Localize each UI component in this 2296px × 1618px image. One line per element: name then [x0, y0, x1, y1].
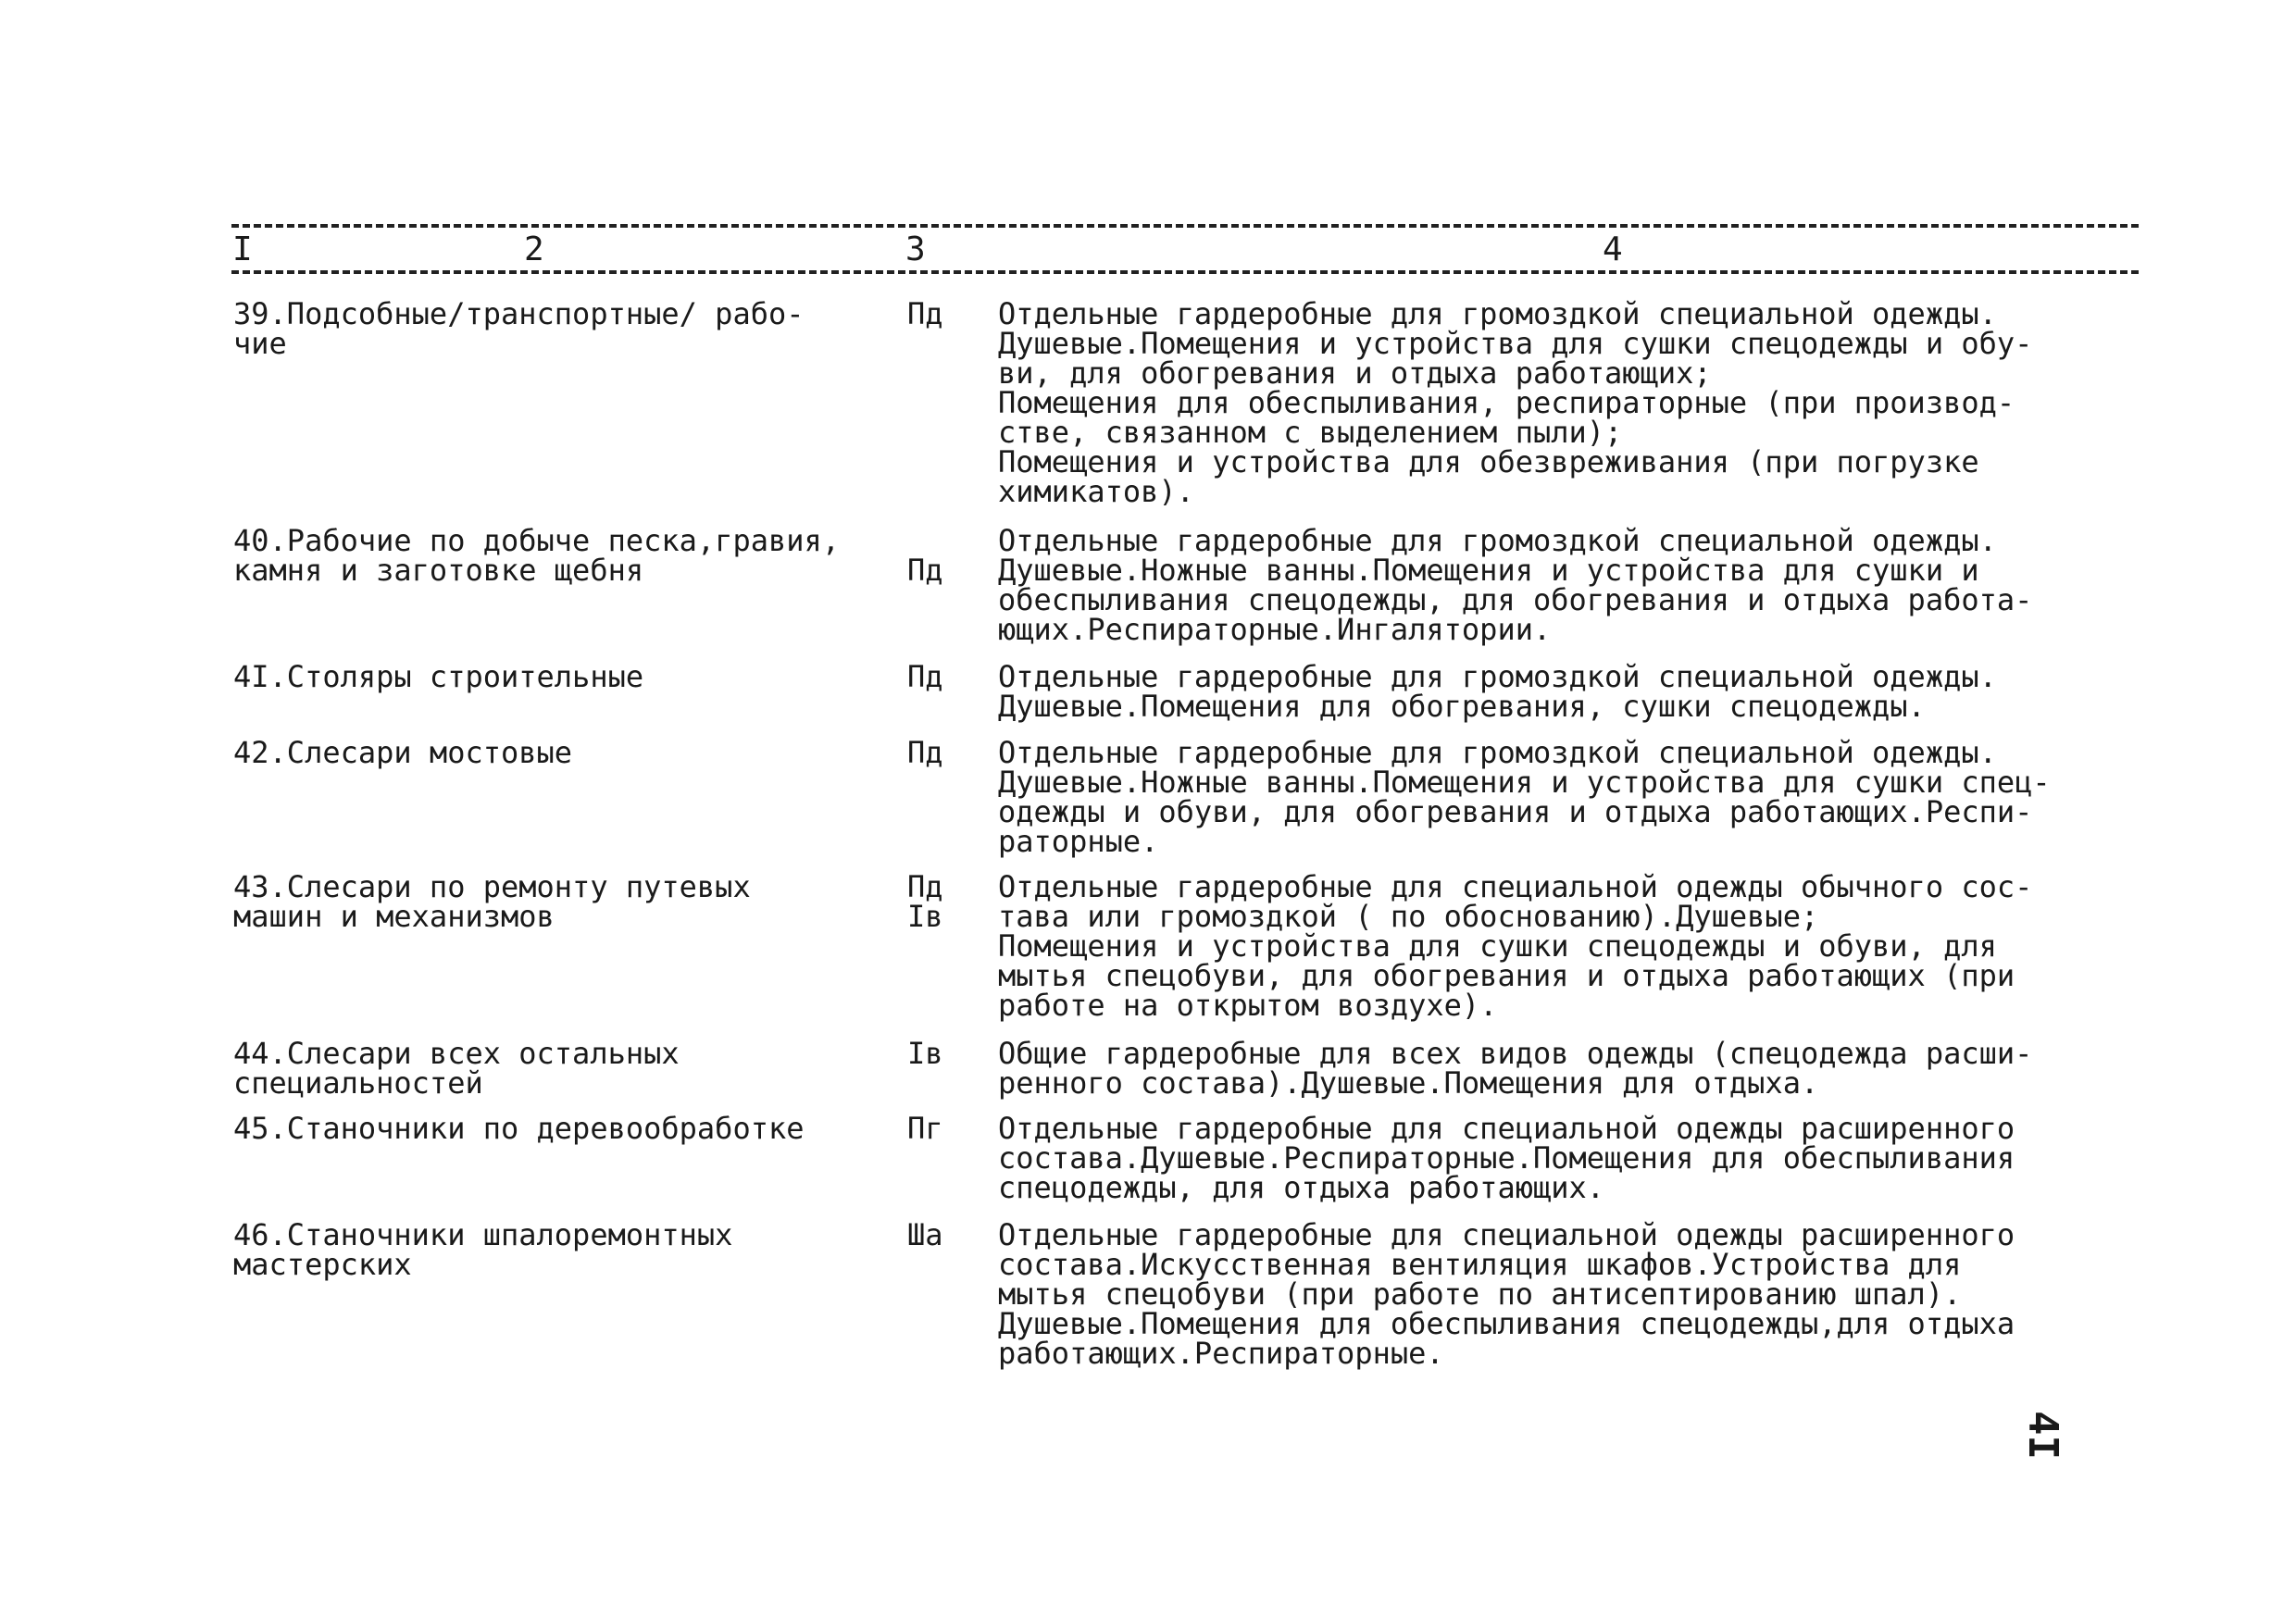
facilities-description: Отдельные гардеробные для специальной одежды расширенного состава.Искусственная вентиляция шкафов.Устройства для мытья спецобуви (при работе по антисептированию шпал). Душевые.Помещения для обеспыливания спецодежды,для отдыха работающих.Респираторные. [998, 1217, 2015, 1371]
page-number: 4I [2018, 1411, 2066, 1460]
profession-name: 45.Станочники по деревообработке [233, 1111, 805, 1146]
profession-name: 4I.Столяры строительные [233, 659, 644, 694]
profession-name: 42.Слесари мостовые [233, 735, 573, 770]
production-class: Пд [907, 735, 943, 770]
production-class: Пд [907, 553, 943, 588]
production-class: Пг [907, 1111, 943, 1146]
column-number-4: 4 [1597, 231, 1628, 268]
profession-name: 43.Слесари по ремонту путевых машин и механизмов [233, 869, 751, 934]
production-class: Iв [907, 1036, 943, 1071]
facilities-description: Отдельные гардеробные для специальной одежды обычного сос- тава или громоздкой ( по обоснованию).Душевые; Помещения и устройства для сушки спецодежды и обуви, для мытья спецобуви, для обогревания и отдыха работающих (при работе на открытом воздухе). [998, 869, 2033, 1023]
profession-name: 46.Станочники шпалоремонтных мастерских [233, 1217, 733, 1282]
column-number-2: 2 [518, 231, 550, 268]
facilities-description: Отдельные гардеробные для громоздкой специальной одежды. Душевые.Помещения и устройства для сушки спецодежды и обу- ви, для обогревания и отдыха работающих; Помещения для обеспыливания, респираторные (при производ- стве, связанном с выделением пыли); Помещения и устройства для обезвреживания (при погрузке химикатов). [998, 296, 2033, 509]
column-number-1: I [227, 231, 258, 268]
facilities-description: Отдельные гардеробные для специальной одежды расширенного состава.Душевые.Респираторные.Помещения для обеспыливания спецодежды, для отдыха работающих. [998, 1111, 2015, 1205]
table-header-top-rule [231, 224, 2139, 228]
table-header-bottom-rule [231, 270, 2139, 274]
profession-name: 40.Рабочие по добыче песка,гравия, камня и заготовке щебня [233, 523, 841, 588]
profession-name: 39.Подсобные/транспортные/ рабо- чие [233, 296, 805, 361]
profession-name: 44.Слесари всех остальных специальностей [233, 1036, 680, 1101]
production-class: Пд [907, 659, 943, 694]
facilities-description: Отдельные гардеробные для громоздкой специальной одежды. Душевые.Ножные ванны.Помещения и устройства для сушки спец- одежды и обуви, для обогревания и отдыха работающих.Респи- раторные. [998, 735, 2051, 859]
production-class: Шa [907, 1217, 943, 1252]
column-number-3: 3 [900, 231, 931, 268]
facilities-description: Отдельные гардеробные для громоздкой специальной одежды. Душевые.Помещения для обогревания, сушки спецодежды. [998, 659, 1997, 724]
production-class: Пд Iв [907, 869, 943, 934]
facilities-description: Отдельные гардеробные для громоздкой специальной одежды. Душевые.Ножные ванны.Помещения и устройства для сушки и обеспыливания спецодежды, для обогревания и отдыха работа- ющих.Респираторные.Ингалятории. [998, 523, 2033, 647]
production-class: Пд [907, 296, 943, 331]
facilities-description: Общие гардеробные для всех видов одежды (спецодежда расши- ренного состава).Душевые.Помещения для отдыха. [998, 1036, 2033, 1101]
